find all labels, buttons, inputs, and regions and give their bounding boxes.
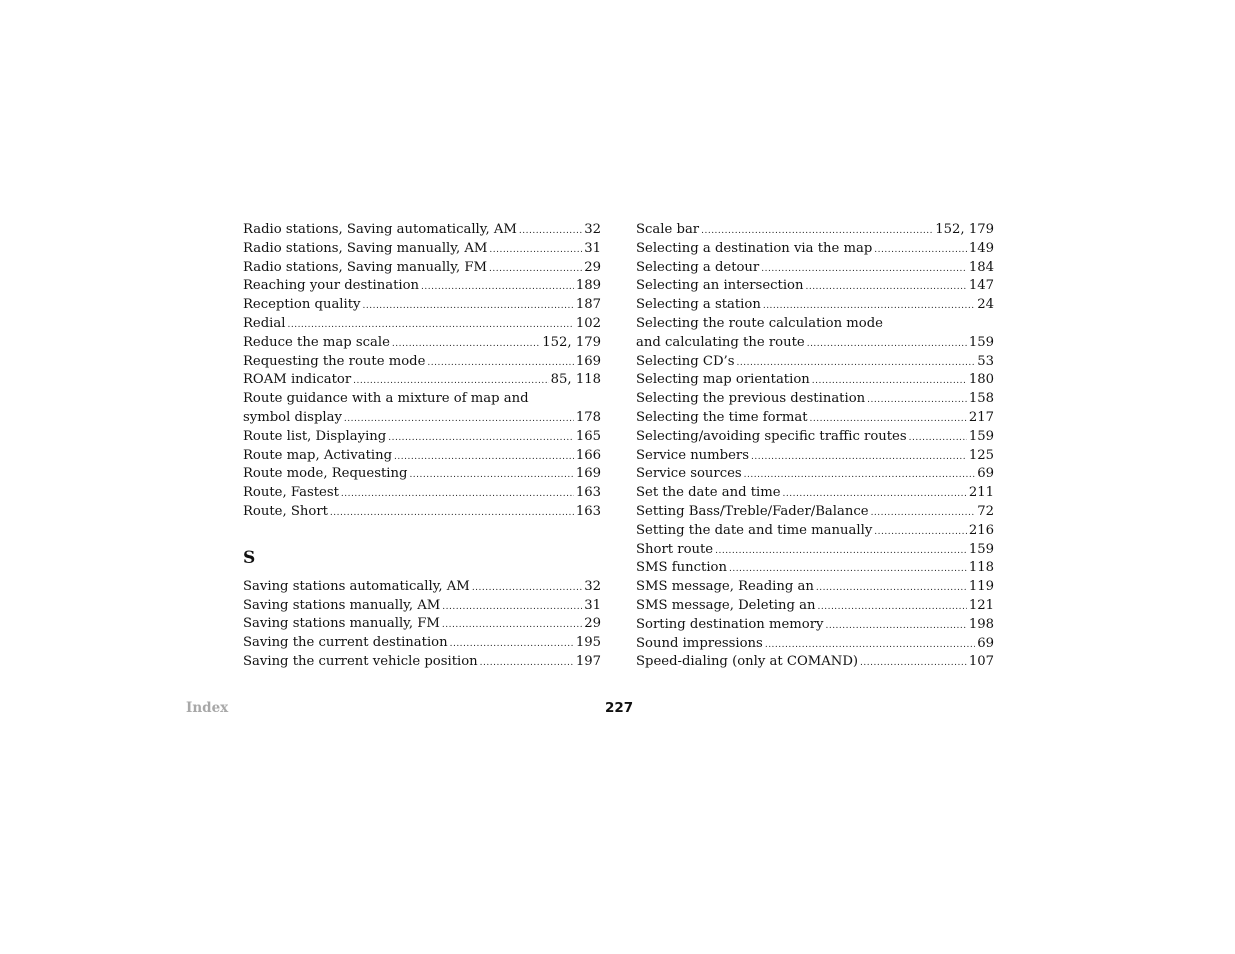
dot-leader [783,485,967,504]
dot-leader [287,316,573,335]
entry-term: SMS message, Reading an [636,579,814,595]
entry-term: Selecting/avoiding specific traffic routes [636,428,907,444]
entry-pages: 169 [575,353,601,369]
index-entry [243,484,601,503]
dot-leader [519,222,582,241]
entry-pages: 152, 179 [935,222,994,237]
entry-term: Saving stations automatically, AM [243,578,470,594]
entry-term: ROAM indicator [243,372,352,388]
entry-pages: 178 [575,409,601,425]
section-letter: S [243,547,256,568]
entry-group [243,578,601,672]
index-entry [636,447,994,466]
entry-pages: 53 [977,353,994,369]
entry-pages: 159 [968,334,994,350]
entry-term: Selecting a station [636,297,761,313]
index-entry [243,465,601,484]
dot-leader [810,410,967,429]
entry-term: Selecting CD’s [636,353,735,369]
entry-term: Reception quality [243,297,361,313]
dot-leader [421,278,574,297]
entry-pages: 152, 179 [542,334,601,350]
entry-pages: 165 [575,428,601,444]
entry-term: Scale bar [636,222,700,237]
index-entry [636,334,994,353]
entry-term: Saving stations manually, FM [243,616,440,632]
dot-leader [818,598,967,617]
index-entry [636,371,994,390]
dot-leader [761,260,967,279]
entry-pages: 102 [575,315,601,331]
dot-leader [825,617,966,636]
index-entry [636,428,994,447]
entry-term: Route list, Displaying [243,428,387,444]
index-entry [243,615,601,634]
entry-term: Saving the current vehicle position [243,653,478,669]
dot-leader [388,429,574,448]
entry-term: Selecting the previous destination [636,391,866,407]
entry-pages: 158 [968,391,994,407]
index-entry-continued: Selecting the route calculation mode [636,315,883,331]
entry-term: Route, Short [243,503,328,519]
index-entry [636,503,994,522]
dot-leader [489,260,582,279]
index-entry [243,315,601,334]
index-entry [636,484,994,503]
dot-leader [765,636,975,655]
entry-pages: 166 [575,447,601,463]
entry-pages: 69 [977,635,994,651]
entry-term: Selecting a detour [636,259,760,275]
entry-term: Radio stations, Saving automatically, AM [243,222,517,237]
entry-pages: 107 [968,654,994,670]
dot-leader [874,523,967,542]
entry-pages: 211 [968,485,994,501]
entry-term: Route mode, Requesting [243,466,408,482]
entry-pages: 32 [584,578,601,594]
entry-pages: 198 [968,616,994,632]
entry-pages: 149 [968,240,994,256]
entry-pages: 121 [968,597,994,613]
index-entry [636,390,994,409]
dot-leader [472,579,582,598]
index-entry [243,634,601,653]
index-entry [243,240,601,259]
dot-leader [330,504,574,523]
entry-term: Short route [636,541,714,557]
entry-pages: 147 [968,278,994,294]
entry-pages: 159 [968,541,994,557]
index-entry [636,522,994,541]
entry-pages: 180 [968,372,994,388]
entry-term: Setting Bass/Treble/Fader/Balance [636,503,869,519]
entry-pages: 118 [968,560,994,576]
dot-leader [763,297,975,316]
dot-leader [450,635,574,654]
entry-term: Reaching your destination [243,278,420,294]
entry-term: symbol display [243,409,342,425]
dot-leader [751,448,967,467]
index-entry [636,559,994,578]
entry-pages: 119 [968,579,994,595]
index-entry [636,653,994,672]
entry-pages: 184 [968,259,994,275]
entry-pages: 159 [968,428,994,444]
dot-leader [480,654,574,673]
index-entry-continued: Route guidance with a mixture of map and [243,391,529,407]
entry-group [636,221,994,315]
index-entry [243,371,601,390]
index-entry [636,541,994,560]
entry-term: Service numbers [636,447,750,463]
entry-pages: 72 [977,503,994,519]
dot-leader [341,485,574,504]
index-entry [243,334,601,353]
entry-group [636,353,994,673]
index-entry [636,296,994,315]
entry-pages: 216 [968,522,994,538]
index-entry [636,353,994,372]
index-entry [636,616,994,635]
entry-term: Speed-dialing (only at COMAND) [636,654,859,670]
index-entry [243,503,601,522]
entry-pages: 163 [575,485,601,501]
entry-pages: 85, 118 [550,372,601,388]
entry-term: Route map, Activating [243,447,393,463]
index-entry [243,597,601,616]
entry-pages: 189 [575,278,601,294]
entry-term: Route, Fastest [243,485,339,501]
entry-pages: 187 [575,297,601,313]
index-entry [636,277,994,296]
entry-group [243,428,601,522]
entry-pages: 32 [584,222,601,237]
index-entry [636,221,994,240]
entry-pages: 69 [977,466,994,482]
index-entry [243,653,601,672]
dot-leader [353,372,549,391]
dot-leader [427,354,573,373]
entry-pages: 217 [968,409,994,425]
entry-pages: 169 [575,466,601,482]
entry-term: Service sources [636,466,742,482]
page-number: 227 [605,700,634,716]
dot-leader [729,560,967,579]
dot-leader [409,466,573,485]
entry-term: Sound impressions [636,635,763,651]
entry-term: and calculating the route [636,334,805,350]
entry-term: Selecting a destination via the map [636,240,873,256]
dot-leader [874,241,967,260]
entry-term: Setting the date and time manually [636,522,873,538]
dot-leader [805,278,966,297]
entry-term: Saving stations manually, AM [243,597,441,613]
dot-leader [344,410,574,429]
entry-term: Selecting map orientation [636,372,810,388]
dot-leader [737,354,976,373]
entry-pages: 31 [584,597,601,613]
entry-pages: 197 [575,653,601,669]
index-entry [243,409,601,428]
index-entry [636,578,994,597]
dot-leader [392,335,540,354]
index-entry [243,353,601,372]
entry-pages: 125 [968,447,994,463]
entry-term: Radio stations, Saving manually, AM [243,240,488,256]
index-entry [636,597,994,616]
entry-term: SMS function [636,560,727,576]
entry-term: Selecting an intersection [636,278,804,294]
dot-leader [394,448,574,467]
dot-leader [442,616,582,635]
index-entry [243,277,601,296]
dot-leader [812,372,967,391]
dot-leader [871,504,976,523]
entry-term: Radio stations, Saving manually, FM [243,259,487,275]
index-column-left [243,221,601,672]
entry-pages: 29 [584,259,601,275]
index-entry [243,221,601,240]
entry-pages: 29 [584,616,601,632]
entry-term: Saving the current destination [243,635,448,651]
entry-term: SMS message, Deleting an [636,597,816,613]
index-entry [636,259,994,278]
index-entry [636,635,994,654]
entry-pages: 31 [584,240,601,256]
index-entry [243,259,601,278]
dot-leader [701,222,933,241]
dot-leader [867,391,967,410]
dot-leader [909,429,967,448]
index-entry [243,578,601,597]
entry-pages: 24 [977,297,994,313]
index-entry [636,240,994,259]
index-entry [243,447,601,466]
dot-leader [744,466,976,485]
dot-leader [816,579,967,598]
dot-leader [363,297,574,316]
entry-term: Set the date and time [636,485,781,501]
entry-term: Selecting the time format [636,409,808,425]
entry-term: Requesting the route mode [243,353,426,369]
dot-leader [489,241,582,260]
dot-leader [442,598,582,617]
entry-term: Redial [243,315,286,331]
dot-leader [807,335,967,354]
index-entry [636,409,994,428]
entry-pages: 195 [575,635,601,651]
index-entry [636,465,994,484]
footer-section-label: Index [186,700,229,716]
entry-term: Sorting destination memory [636,616,824,632]
entry-group [243,221,601,390]
dot-leader [715,542,967,561]
entry-term: Reduce the map scale [243,334,390,350]
index-entry [243,428,601,447]
dot-leader [860,654,967,673]
index-column-right [636,221,994,672]
entry-pages: 163 [575,503,601,519]
index-entry [243,296,601,315]
